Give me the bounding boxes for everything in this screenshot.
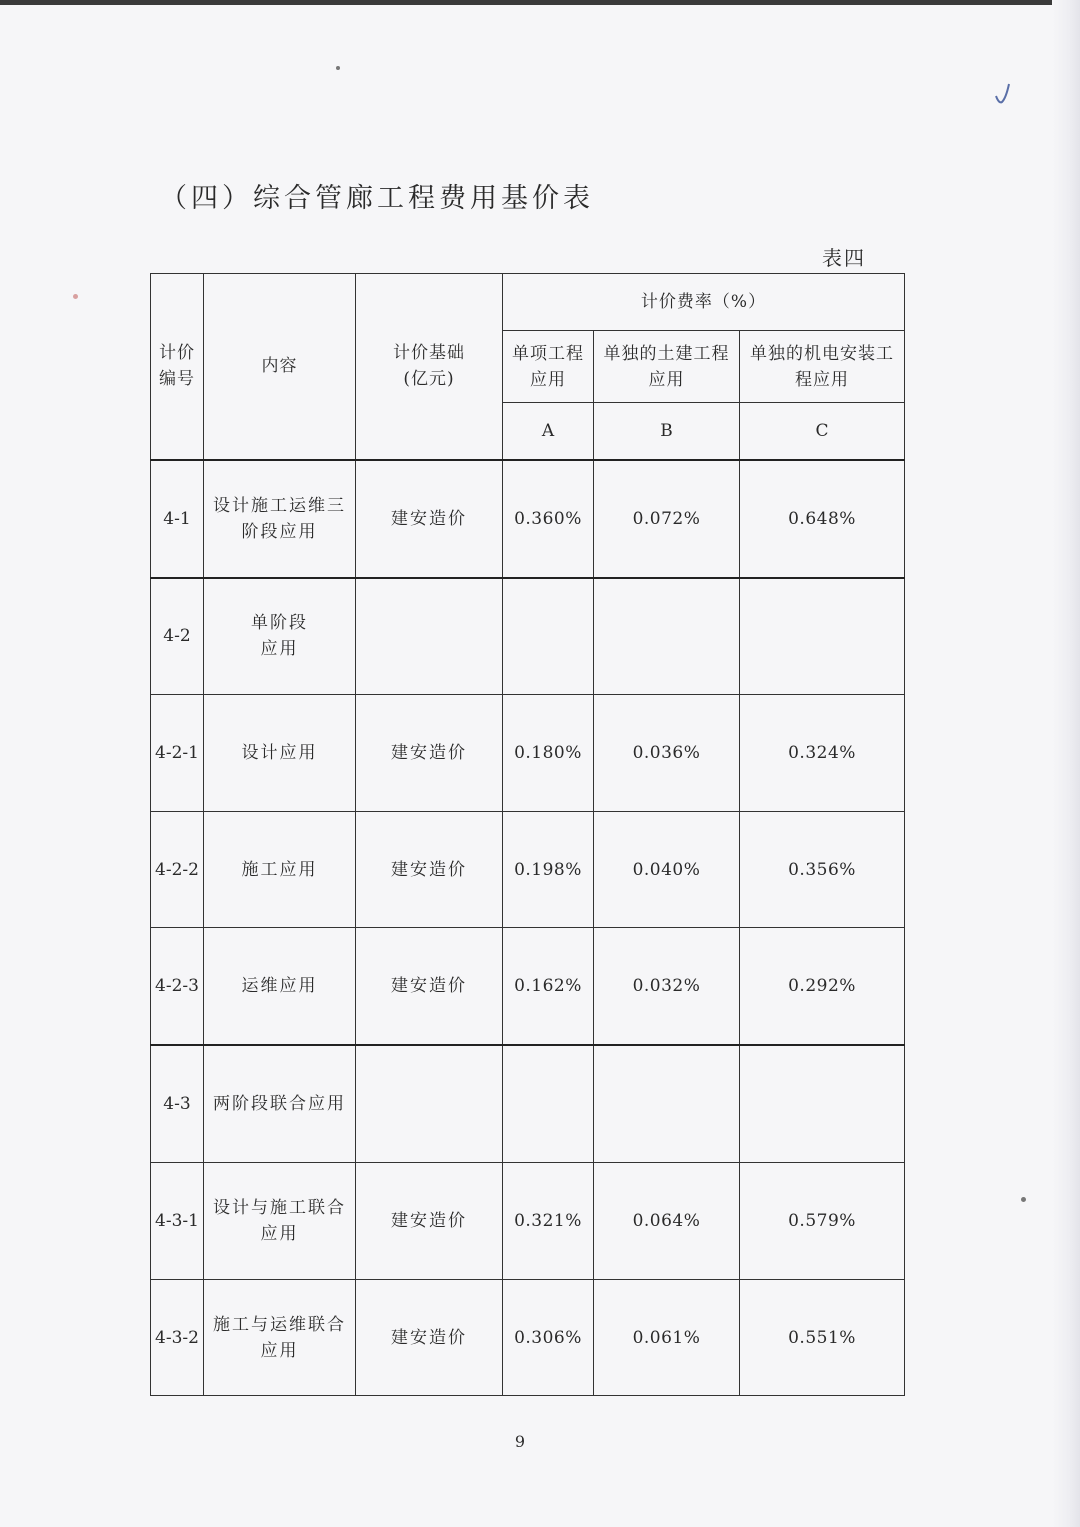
row-rate-c [740,1045,905,1163]
scan-speck [1021,1197,1026,1202]
row-content: 施工应用 [204,812,356,928]
row-rate-c: 0.579% [740,1163,905,1280]
row-rate-c: 0.292% [740,928,905,1045]
table-row [151,1163,905,1280]
check-mark-icon [993,82,1013,108]
row-base: 建安造价 [356,1280,503,1396]
row-rate-c: 0.356% [740,812,905,928]
table-row [151,928,905,1045]
table-row [151,578,905,695]
row-content: 设计应用 [204,695,356,812]
row-content: 单阶段 应用 [204,578,356,695]
row-code: 4-2 [151,578,204,695]
header-code: 计价 编号 [151,274,204,460]
row-rate-b: 0.036% [594,695,740,812]
page-number: 9 [514,1432,526,1451]
row-content: 两阶段联合应用 [204,1045,356,1163]
header-rate-group: 计价费率（%） [503,274,905,331]
row-rate-a: 0.162% [503,928,594,1045]
header-col-b: 单独的土建工程 应用 [594,331,740,403]
row-rate-b: 0.061% [594,1280,740,1396]
row-code: 4-2-1 [151,695,204,812]
row-rate-a: 0.321% [503,1163,594,1280]
header-col-a: 单项工程 应用 [503,331,594,403]
row-content: 设计施工运维三 阶段应用 [204,460,356,578]
row-code: 4-2-2 [151,812,204,928]
table-row [151,460,905,578]
row-code: 4-2-3 [151,928,204,1045]
scan-speck [336,66,340,70]
scan-right-edge [1052,0,1080,1527]
row-code: 4-3-2 [151,1280,204,1396]
row-base: 建安造价 [356,928,503,1045]
document-title: （四）综合管廊工程费用基价表 [160,183,594,214]
row-code: 4-1 [151,460,204,578]
table-row [151,1045,905,1163]
table-row [151,695,905,812]
header-letter-b: B [594,403,740,460]
row-rate-a: 0.306% [503,1280,594,1396]
row-base: 建安造价 [356,1163,503,1280]
row-base [356,578,503,695]
row-rate-b: 0.040% [594,812,740,928]
header-letter-a: A [503,403,594,460]
row-rate-c [740,578,905,695]
table-row [151,812,905,928]
row-base: 建安造价 [356,460,503,578]
row-base: 建安造价 [356,695,503,812]
table-label: 表四 [822,246,866,270]
fee-table [150,273,905,1396]
row-content: 设计与施工联合 应用 [204,1163,356,1280]
header-base: 计价基础 (亿元) [356,274,503,460]
header-row-1 [151,274,905,331]
row-content: 运维应用 [204,928,356,1045]
header-content: 内容 [204,274,356,460]
table-row [151,1280,905,1396]
row-base [356,1045,503,1163]
row-code: 4-3 [151,1045,204,1163]
row-rate-a: 0.198% [503,812,594,928]
row-rate-a: 0.360% [503,460,594,578]
row-rate-a [503,1045,594,1163]
header-letter-c: C [740,403,905,460]
row-rate-b: 0.072% [594,460,740,578]
row-rate-a [503,578,594,695]
row-rate-c: 0.551% [740,1280,905,1396]
row-rate-c: 0.324% [740,695,905,812]
row-base: 建安造价 [356,812,503,928]
row-rate-b [594,578,740,695]
row-rate-b: 0.032% [594,928,740,1045]
scan-speck [73,294,78,299]
row-rate-c: 0.648% [740,460,905,578]
header-col-c: 单独的机电安装工 程应用 [740,331,905,403]
row-rate-a: 0.180% [503,695,594,812]
row-rate-b: 0.064% [594,1163,740,1280]
scan-top-edge [0,0,1080,5]
row-rate-b [594,1045,740,1163]
row-code: 4-3-1 [151,1163,204,1280]
row-content: 施工与运维联合 应用 [204,1280,356,1396]
